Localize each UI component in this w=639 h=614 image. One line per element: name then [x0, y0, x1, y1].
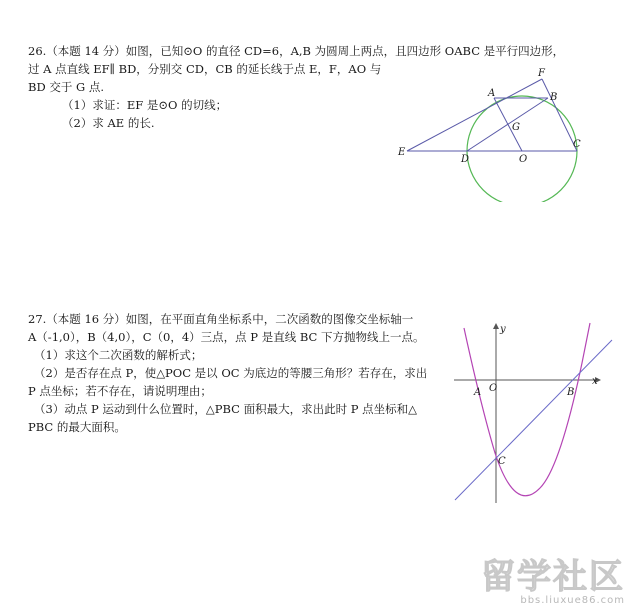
parabola-curve	[464, 323, 590, 496]
problem-27-line-1: 27.（本题 16 分）如图，在平面直角坐标系中，二次函数的图像交坐标轴一	[28, 312, 414, 326]
label-c27: C	[498, 456, 506, 467]
problem-26-figure	[380, 62, 610, 202]
problem-27-line-2: A（-1,0），B（4,0），C（0，4）三点，点 P 是直线 BC 下方抛物线上一点。	[28, 330, 425, 344]
watermark-url: bbs.liuxue86.com	[520, 595, 625, 606]
line-bc	[455, 340, 612, 500]
label-x: x	[592, 376, 598, 387]
problem-27-question-2a: （2）是否存在点 P，使△POC 是以 OC 为底边的等腰三角形？若存在，求出	[34, 366, 428, 380]
problem-27-question-3b: PBC 的最大面积。	[28, 420, 126, 434]
circle-o	[467, 96, 577, 202]
watermark	[481, 559, 625, 606]
segment-b-d	[467, 98, 548, 151]
problem-26-line-3: BD 交于 G 点.	[28, 80, 104, 94]
problem-26-line-2: 过 A 点直线 EF∥ BD，分别交 CD，CB 的延长线于点 E，F，AO 与	[28, 62, 382, 76]
label-y: y	[500, 324, 506, 335]
label-g: G	[512, 122, 520, 133]
label-o27: O	[489, 383, 498, 394]
label-b: B	[550, 92, 558, 103]
label-o: O	[519, 154, 528, 165]
label-e: E	[398, 147, 406, 158]
problem-27-question-2b: P 点坐标；若不存在，请说明理由；	[28, 384, 212, 398]
label-b27: B	[567, 387, 575, 398]
problem-26-question-2: （2）求 AE 的长.	[62, 116, 155, 130]
label-c: C	[573, 139, 581, 150]
problem-27-figure	[450, 318, 620, 508]
segment-c-f	[542, 79, 577, 151]
label-f: F	[538, 68, 545, 79]
problem-26-question-1: （1）求证：EF 是⊙O 的切线；	[62, 98, 228, 112]
watermark-logo: 留学社区	[481, 557, 625, 597]
label-a: A	[488, 88, 496, 99]
problem-27	[28, 310, 448, 436]
problem-26-line-1: 26.（本题 14 分）如图，已知⊙O 的直径 CD=6，A,B 为圆周上两点，且四边形 OABC 是平行四边形，	[28, 44, 565, 58]
problem-27-question-3a: （3）动点 P 运动到什么位置时，△PBC 面积最大，求出此时 P 点坐标和△	[34, 402, 417, 416]
label-a27: A	[474, 387, 482, 398]
label-d: D	[461, 154, 470, 165]
problem-27-question-1: （1）求这个二次函数的解析式；	[34, 348, 203, 362]
